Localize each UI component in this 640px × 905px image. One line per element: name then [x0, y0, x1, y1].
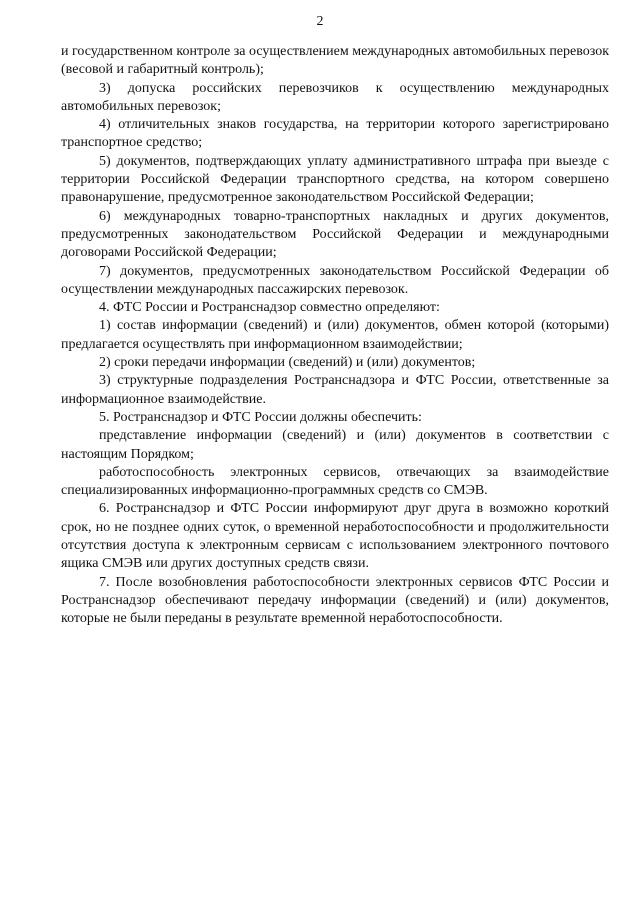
paragraph: 6. Ространснадзор и ФТС России информируют друг друга в возможно короткий срок, но не позднее одних суток, о временной неработоспособности и продолжительности отсутствия доступа к электронным сервисам с использованием электронного почтового ящика СМЭВ или других доступных средств связи. [61, 501, 609, 572]
paragraph: 7. После возобновления работоспособности электронных сервисов ФТС России и Ространснадзор обеспечивают передачу информации (сведений) и (или) документов, которые не были переданы в результате временной неработоспособности. [61, 574, 609, 627]
paragraph: 3) допуска российских перевозчиков к осуществлению международных автомобильных перевозок; [61, 80, 609, 114]
paragraph: представление информации (сведений) и (или) документов в соответствии с настоящим Порядком; [61, 428, 609, 462]
paragraph: 7) документов, предусмотренных законодательством Российской Федерации об осуществлении международных пассажирских перевозок. [61, 263, 609, 297]
paragraph: 4) отличительных знаков государства, на территории которого зарегистрировано транспортное средство; [61, 117, 609, 151]
paragraph: и государственном контроле за осуществлением международных автомобильных перевозок (весовой и габаритный контроль); [61, 44, 610, 78]
page-number: 2 [316, 14, 324, 29]
paragraph: 6) международных товарно-транспортных накладных и других документов, предусмотренных законодательством Российской Федерации и международными договорами Российской Федерации; [61, 208, 609, 261]
paragraph: работоспособность электронных сервисов, отвечающих за взаимодействие специализированных информационно-программных средств со СМЭВ. [61, 464, 609, 499]
paragraph: 4. ФТС России и Ространснадзор совместно определяют: [99, 300, 440, 316]
paragraph: 5) документов, подтверждающих уплату административного штрафа при выезде с территории Российской Федерации транспортного средства, на котором совершено правонарушение, предусмотренное законодательством Российской Федерации; [61, 153, 609, 206]
paragraph: 2) сроки передачи информации (сведений) и (или) документов; [99, 355, 476, 371]
paragraph: 1) состав информации (сведений) и (или) документов, обмен которой (которыми) предлагается осуществлять при информационном взаимодействии; [61, 318, 609, 352]
paragraph: 3) структурные подразделения Ространснадзора и ФТС России, ответственные за информационное взаимодействие. [61, 373, 609, 407]
document-body [61, 43, 609, 629]
paragraph: 5. Ространснадзор и ФТС России должны обеспечить: [99, 409, 422, 425]
